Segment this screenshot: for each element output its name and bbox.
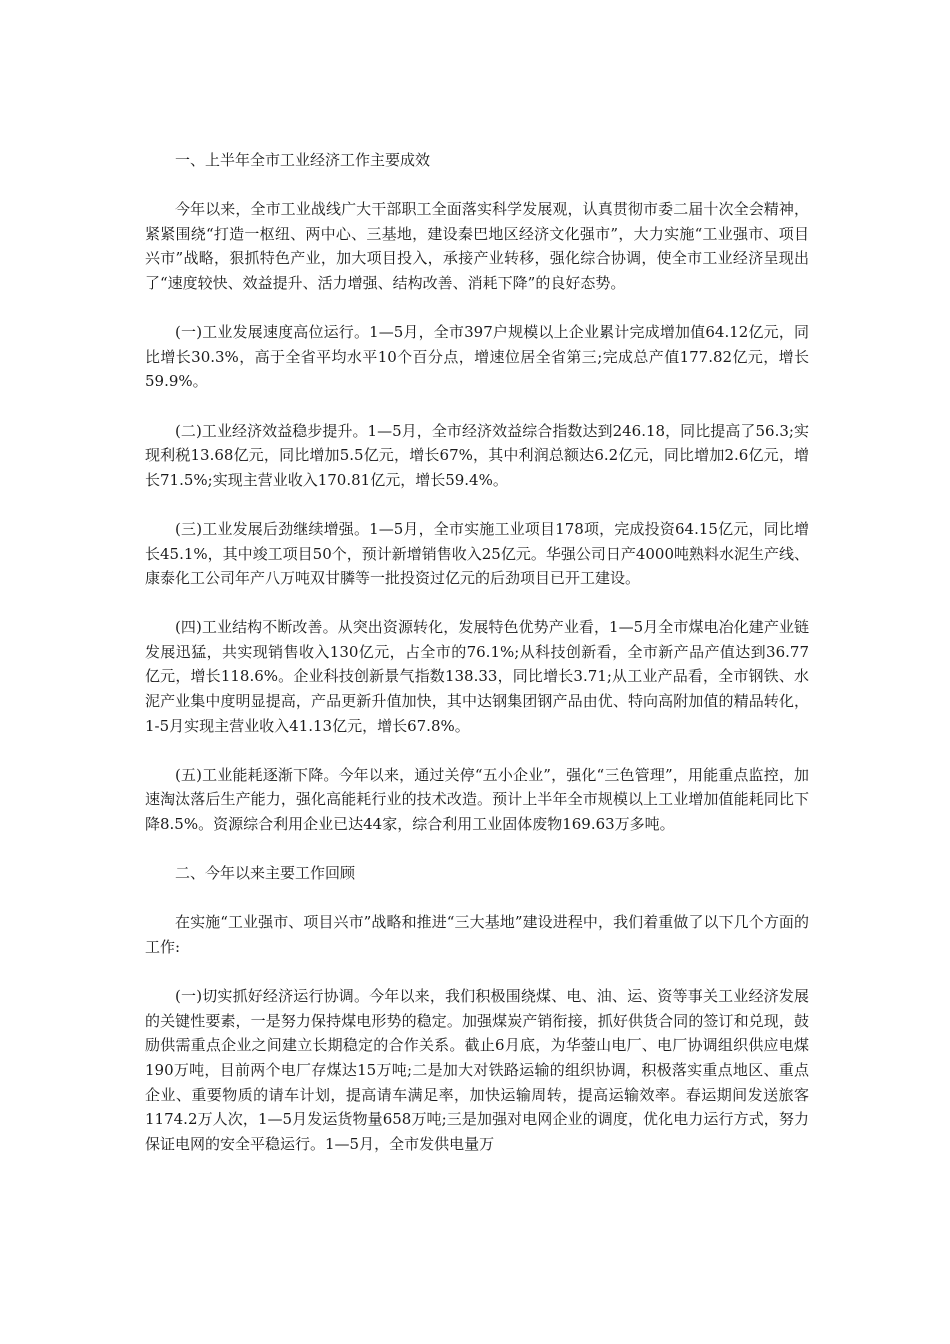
section-heading-1: 一、上半年全市工业经济工作主要成效: [175, 151, 431, 169]
paragraph-energy: (五)工业能耗逐渐下降。今年以来，通过关停“五小企业”，强化“三色管理”，用能重点监控，加速淘汰落后生产能力，强化高能耗行业的技术改造。预计上半年全市规模以上工业增加值能耗同比下降8.5%。资源综合利用企业已达44家，综合利用工业固体废物169.63万多吨。: [145, 765, 809, 834]
section-heading-2: 二、今年以来主要工作回顾: [175, 864, 356, 883]
paragraph-speed: (一)工业发展速度高位运行。1—5月，全市397户规模以上企业累计完成增加值64.12亿元，同比增长30.3%，高于全省平均水平10个百分点，增速位居全省第三;完成总产值177.82亿元，增长59.9%。: [145, 323, 809, 391]
paragraph-momentum: (三)工业发展后劲继续增强。1—5月，全市实施工业项目178项，完成投资64.15亿元，同比增长45.1%，其中竣工项目50个，预计新增销售收入25亿元。华强公司日产4000吨熟料水泥生产线、康泰化工公司年产八万吨双甘膦等一批投资过亿元的后劲项目已开工建设。: [145, 519, 810, 588]
paragraph-coordination: (一)切实抓好经济运行协调。今年以来，我们积极围绕煤、电、油、运、资等事关工业经济发展的关键性要素，一是努力保持煤电形势的稳定。加强煤炭产销衔接，抓好供货合同的签订和兑现，鼓励供需重点企业之间建立长期稳定的合作关系。截止6月底，为华蓥山电厂、电厂协调组织供应电煤190万吨，目前两个电厂存煤达15万吨;二是加大对铁路运输的组织协调，积极落实重点地区、重点企业、重要物质的请车计划，提高请车满足率，加快运输周转，提高运输效率。春运期间发送旅客1174.2万人次，1—5月发运货物量658万吨;三是加强对电网企业的调度，优化电力运行方式，努力保证电网的安全平稳运行。1—5月，全市发供电量万: [145, 987, 809, 1153]
paragraph-structure: (四)工业结构不断改善。从突出资源转化，发展特色优势产业看，1—5月全市煤电冶化建产业链发展迅猛，共实现销售收入130亿元，占全市的76.1%;从科技创新看，全市新产品产值达到36.77亿元，增长118.6%。企业科技创新景气指数138.33，同比增长3.71;从工业产品看，全市钢铁、水泥产业集中度明显提高，产品更新升值加快，其中达钢集团钢产品由优、特向高附加值的精品转化，1-5月实现主营业收入41.13亿元，增长67.8%。: [145, 618, 809, 735]
paragraph-efficiency: (二)工业经济效益稳步提升。1—5月，全市经济效益综合指数达到246.18，同比提高了56.3;实现利税13.68亿元，同比增加5.5亿元，增长67%，其中利润总额达6.2亿元，同比增加2.6亿元，增长71.5%;实现主营业收入170.81亿元，增长59.4%。: [145, 421, 809, 489]
document-body: [145, 148, 809, 1181]
paragraph-work-intro: 在实施“工业强市、项目兴市”战略和推进“三大基地”建设进程中，我们着重做了以下几个方面的工作:: [145, 913, 809, 956]
paragraph-intro: 今年以来，全市工业战线广大干部职工全面落实科学发展观，认真贯彻市委二届十次全会精神，紧紧围绕“打造一枢纽、两中心、三基地，建设秦巴地区经济文化强市”，大力实施“工业强市、项目兴市”战略，狠抓特色产业，加大项目投入，承接产业转移，强化综合协调，使全市工业经济呈现出了“速度较快、效益提升、活力增强、结构改善、消耗下降”的良好态势。: [145, 200, 809, 292]
